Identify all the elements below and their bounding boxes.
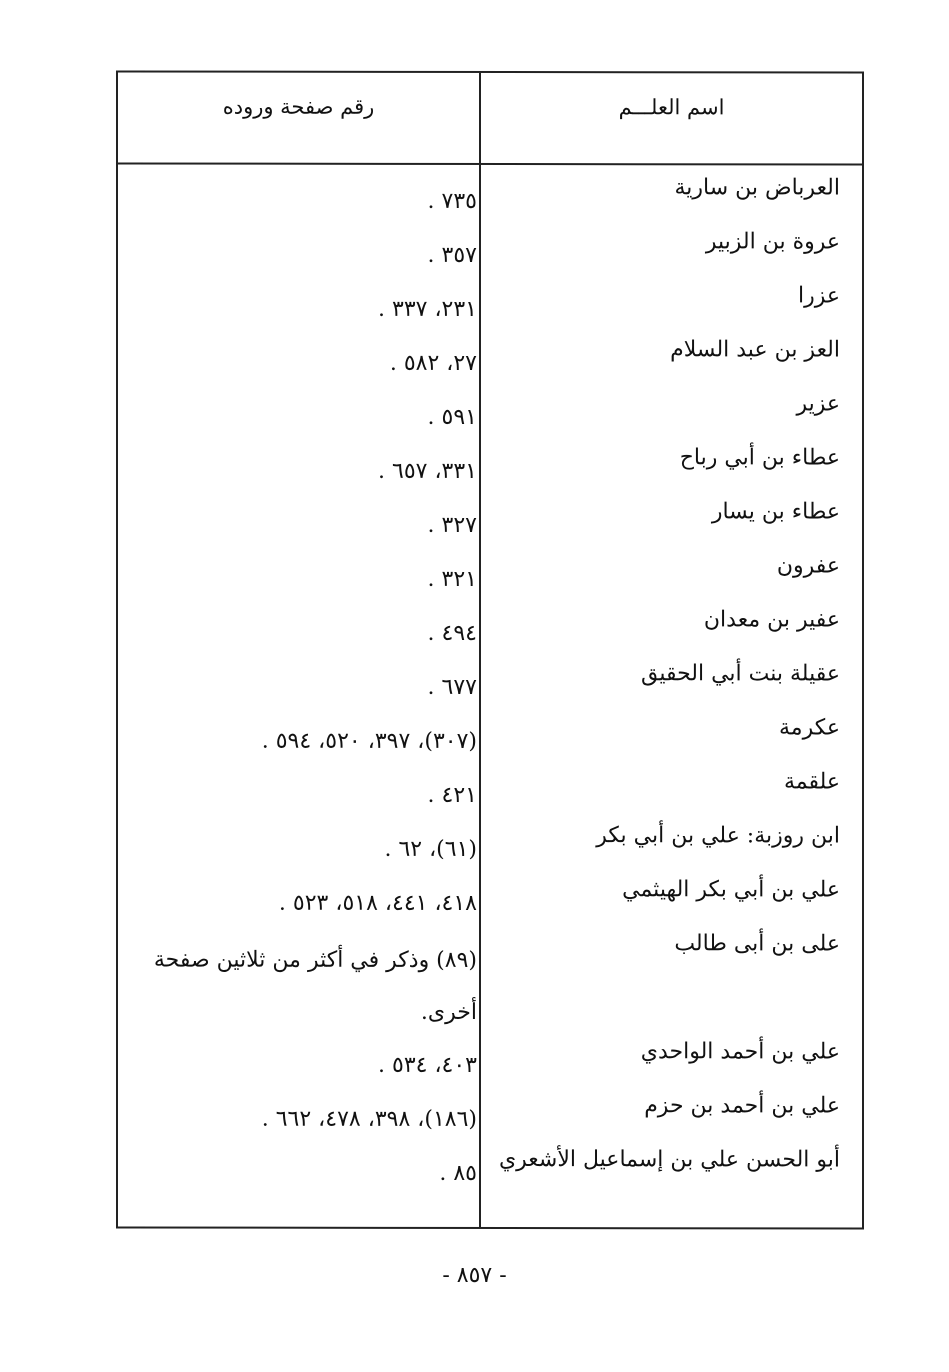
- row-name: على بن أبى طالب: [674, 931, 840, 957]
- row-pages: ٥٩١ .: [427, 404, 477, 430]
- row-name: ابن روزبة: علي بن أبي بكر: [596, 823, 840, 849]
- table-row: [118, 228, 862, 283]
- row-pages: ٣٢٧ .: [427, 512, 477, 538]
- row-pages: ٣٢١ .: [427, 566, 477, 592]
- row-pages: ٦٧٧ .: [427, 674, 477, 700]
- row-name: عزرا: [797, 283, 840, 309]
- row-name: عكرمة: [779, 715, 840, 741]
- row-pages: (٦١)، ٦٢ .: [384, 836, 477, 862]
- row-pages: ٣٣١، ٦٥٧ .: [378, 458, 477, 484]
- table-row: [118, 174, 862, 229]
- row-name: عروة بن الزبير: [705, 229, 840, 255]
- row-pages: ٤٩٤ .: [427, 620, 477, 646]
- row-name: عفرون: [776, 553, 840, 579]
- page-number: - ٨٥٧ -: [442, 1263, 507, 1288]
- table-row: [118, 714, 862, 769]
- index-table: [116, 70, 864, 1229]
- row-name: علي بن أحمد الواحدي: [640, 1039, 840, 1065]
- row-name: علي بن أبي بكر الهيثمي: [622, 877, 840, 903]
- table-row: [118, 1146, 862, 1201]
- row-pages: ٤٠٣، ٥٣٤ .: [378, 1052, 477, 1078]
- row-pages: ٧٣٥ .: [427, 188, 477, 214]
- row-name: عطاء بن أبي رباح: [679, 445, 840, 471]
- row-pages: ٢٧، ٥٨٢ .: [389, 350, 477, 376]
- table-row: [118, 444, 862, 499]
- row-pages: ٤١٨، ٤٤١، ٥١٨، ٥٢٣ .: [278, 890, 477, 916]
- table-row: [118, 1092, 862, 1147]
- row-name: علي بن أحمد بن حزم: [644, 1093, 840, 1119]
- table-row: [118, 822, 862, 877]
- table-row: [118, 282, 862, 337]
- row-name: عزير: [796, 391, 840, 417]
- row-name: العرباض بن سارية: [674, 175, 840, 201]
- row-pages: ٣٥٧ .: [427, 242, 477, 268]
- row-pages: (١٨٦)، ٣٩٨، ٤٧٨، ٦٦٢ .: [261, 1106, 477, 1132]
- row-name: أبو الحسن علي بن إسماعيل الأشعري: [498, 1147, 840, 1173]
- table-row: [118, 390, 862, 445]
- table-row: [118, 660, 862, 715]
- table-row: [118, 498, 862, 553]
- table-row: [118, 606, 862, 661]
- table-row: [118, 930, 862, 1039]
- row-name: علقمة: [783, 769, 840, 795]
- row-pages: ٤٢١ .: [427, 782, 477, 808]
- row-pages: ٨٥ .: [439, 1160, 477, 1186]
- row-name: عفير بن معدان: [703, 607, 840, 633]
- header-name: اسم العلـــم: [618, 95, 725, 120]
- table-row: [118, 1038, 862, 1093]
- table-row: [118, 336, 862, 391]
- table-row: [118, 876, 862, 931]
- header-pages: رقم صفحة وروده: [222, 94, 375, 119]
- row-pages: ٢٣١، ٣٣٧ .: [378, 296, 477, 322]
- table-row: [118, 552, 862, 607]
- row-name: عقيلة بنت أبي الحقيق: [640, 661, 840, 687]
- header-divider: [118, 162, 862, 165]
- table-row: [118, 768, 862, 823]
- row-pages: (٨٩) وذكر في أكثر من ثلاثين صفحة أخرى.: [153, 947, 477, 1025]
- row-name: عطاء بن يسار: [711, 499, 840, 525]
- row-name: العز بن عبد السلام: [670, 337, 840, 363]
- row-pages: (٣٠٧)، ٣٩٧، ٥٢٠، ٥٩٤ .: [261, 728, 477, 754]
